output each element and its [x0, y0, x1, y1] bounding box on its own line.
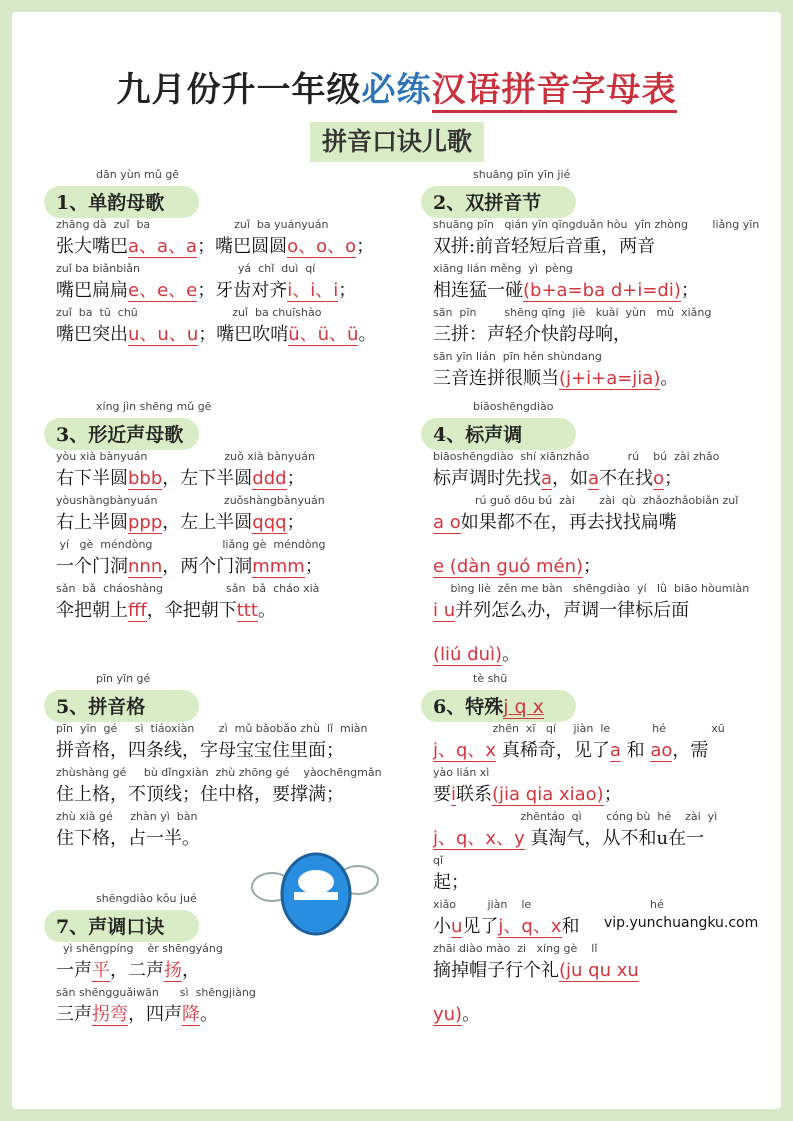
section-6-heading: 6、特殊j q x — [433, 696, 544, 718]
text-line: e (dàn guó mén)； — [433, 556, 602, 577]
text-line: 住下格，占一半。 — [56, 828, 200, 849]
text-line: 拼音格，四条线，字母宝宝住里面； — [56, 740, 344, 761]
text-line: 右上半圆ppp，左上半圆qqq； — [56, 512, 305, 533]
text-line: 嘴巴突出u、u、u；嘴巴吹哨ü、ü、ü。 — [56, 324, 377, 345]
text-line: j、q、x 真稀奇，见了a 和 ao，需 — [433, 740, 709, 761]
watermark: vip.yunchuangku.com — [604, 915, 759, 931]
text-line: a o如果都不在，再去找找扁嘴 — [433, 512, 677, 533]
winged-e-icon — [250, 842, 380, 942]
text-line: 起； — [433, 872, 469, 893]
section-3: xíng jìn shēng mǔ gē 3、形近声母歌 yòu xià bànyuán zuǒ xià bànyuán 右下半圆bbb，左下半圆ddd； yòushàngbànyuán zuǒshàngbànyuán 右上半圆ppp，左上半圆qqq； yí gè méndòng liǎng gè méndòng 一个门洞nnn，两个门洞mmm； sǎn bǎ cháoshàng sǎn bǎ cháo xià 伞把朝上fff，伞把朝下ttt。 — [56, 400, 406, 626]
text-line: 右下半圆bbb，左下半圆ddd； — [56, 468, 305, 489]
section-5: pīn yīn gé 5、拼音格 pīn yīn gé sì tiáoxiàn zì mǔ bǎobǎo zhù lǐ miàn 拼音格，四条线，字母宝宝住里面； zhùshàng gé bù dǐngxiàn zhù zhōng gé yàochēngmǎn 住上格，不顶线；住中格，要撑满； zhù xià gé zhàn yì bàn 住下格，占一半。 — [56, 672, 406, 854]
section-3-heading: 3、形近声母歌 — [56, 424, 184, 446]
text-line: 要i联系(jia qia xiao)； — [433, 784, 622, 805]
section-1: dān yùn mǔ gē 1、单韵母歌 zhāng dà zuǐ ba zuǐ ba yuányuán 张大嘴巴a、a、a；嘴巴圆圆o、o、o； zuǐ ba biǎnbiǎn yá chǐ duì qí 嘴巴扁扁e、e、e；牙齿对齐i、i、i； zuǐ ba tū chū zuǐ ba chuīshào 嘴巴突出u、u、u；嘴巴吹哨ü、ü、ü。 — [56, 168, 406, 350]
text-line: 伞把朝上fff，伞把朝下ttt。 — [56, 600, 276, 621]
section-2-heading: 2、双拼音节 — [433, 192, 542, 214]
page-subtitle: 拼音口诀儿歌 — [310, 122, 484, 162]
text-line: 小u见了j、q、x和 — [433, 916, 580, 937]
text-line: 三声拐弯，四声降。 — [56, 1004, 218, 1025]
text-line: 张大嘴巴a、a、a；嘴巴圆圆o、o、o； — [56, 236, 375, 257]
text-line: 三拼：声轻介快韵母响， — [433, 324, 631, 345]
text-line: 三音连拼很顺当(j+i+a=jia)。 — [433, 368, 679, 389]
text-line: 标声调时先找a，如a不在找o； — [433, 468, 683, 489]
section-7: shēngdiào kǒu jué 7、声调口诀 yì shēngpíng èr shēngyáng 一声平，二声扬， sān shēngguǎiwān sì shēngjiàng 三声拐弯，四声降。 — [56, 892, 406, 1030]
text-line: 住上格，不顶线；住中格，要撑满； — [56, 784, 344, 805]
text-line: 相连猛一碰(b+a=ba d+i=di)； — [433, 280, 699, 301]
text-line: yu)。 — [433, 1004, 481, 1025]
section-4: biāoshēngdiào 4、标声调 biāoshēngdiào shí xiānzhǎo rú bú zài zhǎo 标声调时先找a，如a不在找o； rú guǒ dōu bú zài zài qù zhǎozhǎobiǎn zuǐ a o如果都不在，再去找找扁嘴 e (dàn guó mén)； bìng liè zěn me bàn shēngdiào yí lǜ biāo hòumiàn i u并列怎么办，声调一律标后面 (liú duì)。 — [433, 400, 783, 670]
text-line: 一声平，二声扬， — [56, 960, 200, 981]
text-line: 嘴巴扁扁e、e、e；牙齿对齐i、i、i； — [56, 280, 357, 301]
section-4-heading: 4、标声调 — [433, 424, 523, 446]
section-2: shuāng pīn yīn jié 2、双拼音节 shuāng pīn qián yīn qīngduǎn hòu yīn zhòng liǎng yīn 双拼:前音轻短后音重，两音 xiāng lián měng yì pèng 相连猛一碰(b+a=ba d+i=di)； sān pīn shēng qīng jiè kuài yùn mǔ xiǎng 三拼：声轻介快韵母响， sān yīn lián pīn hěn shùndang 三音连拼很顺当(j+i+a=jia)。 — [433, 168, 783, 394]
text-line: (liú duì)。 — [433, 644, 521, 665]
page-title: 九月份升一年级必练汉语拼音字母表 — [0, 62, 793, 111]
section-6: tè shū 6、特殊j q x zhēn xī qí jiàn le hé xū j、q、x 真稀奇，见了a 和 ao，需 yào lián xì 要i联系(jia qia xiao)； zhēntáo qì cóng bù hé zài yì j、q、x、y 真淘气，从不和u在一 qǐ 起； xiǎo jiàn le hé 小u见了j、q、x和 zhāi diào mào zi xíng gè lǐ 摘掉帽子行个礼(ju qu xu yu)。 — [433, 672, 783, 1030]
text-line: 摘掉帽子行个礼(ju qu xu — [433, 960, 639, 981]
section-7-heading: 7、声调口诀 — [56, 916, 165, 938]
text-line: i u并列怎么办，声调一律标后面 — [433, 600, 690, 621]
section-5-heading: 5、拼音格 — [56, 696, 146, 718]
text-line: j、q、x、y 真淘气，从不和u在一 — [433, 828, 705, 849]
text-line: 一个门洞nnn，两个门洞mmm； — [56, 556, 323, 577]
section-1-heading: 1、单韵母歌 — [56, 192, 165, 214]
text-line: 双拼:前音轻短后音重，两音 — [433, 236, 656, 257]
